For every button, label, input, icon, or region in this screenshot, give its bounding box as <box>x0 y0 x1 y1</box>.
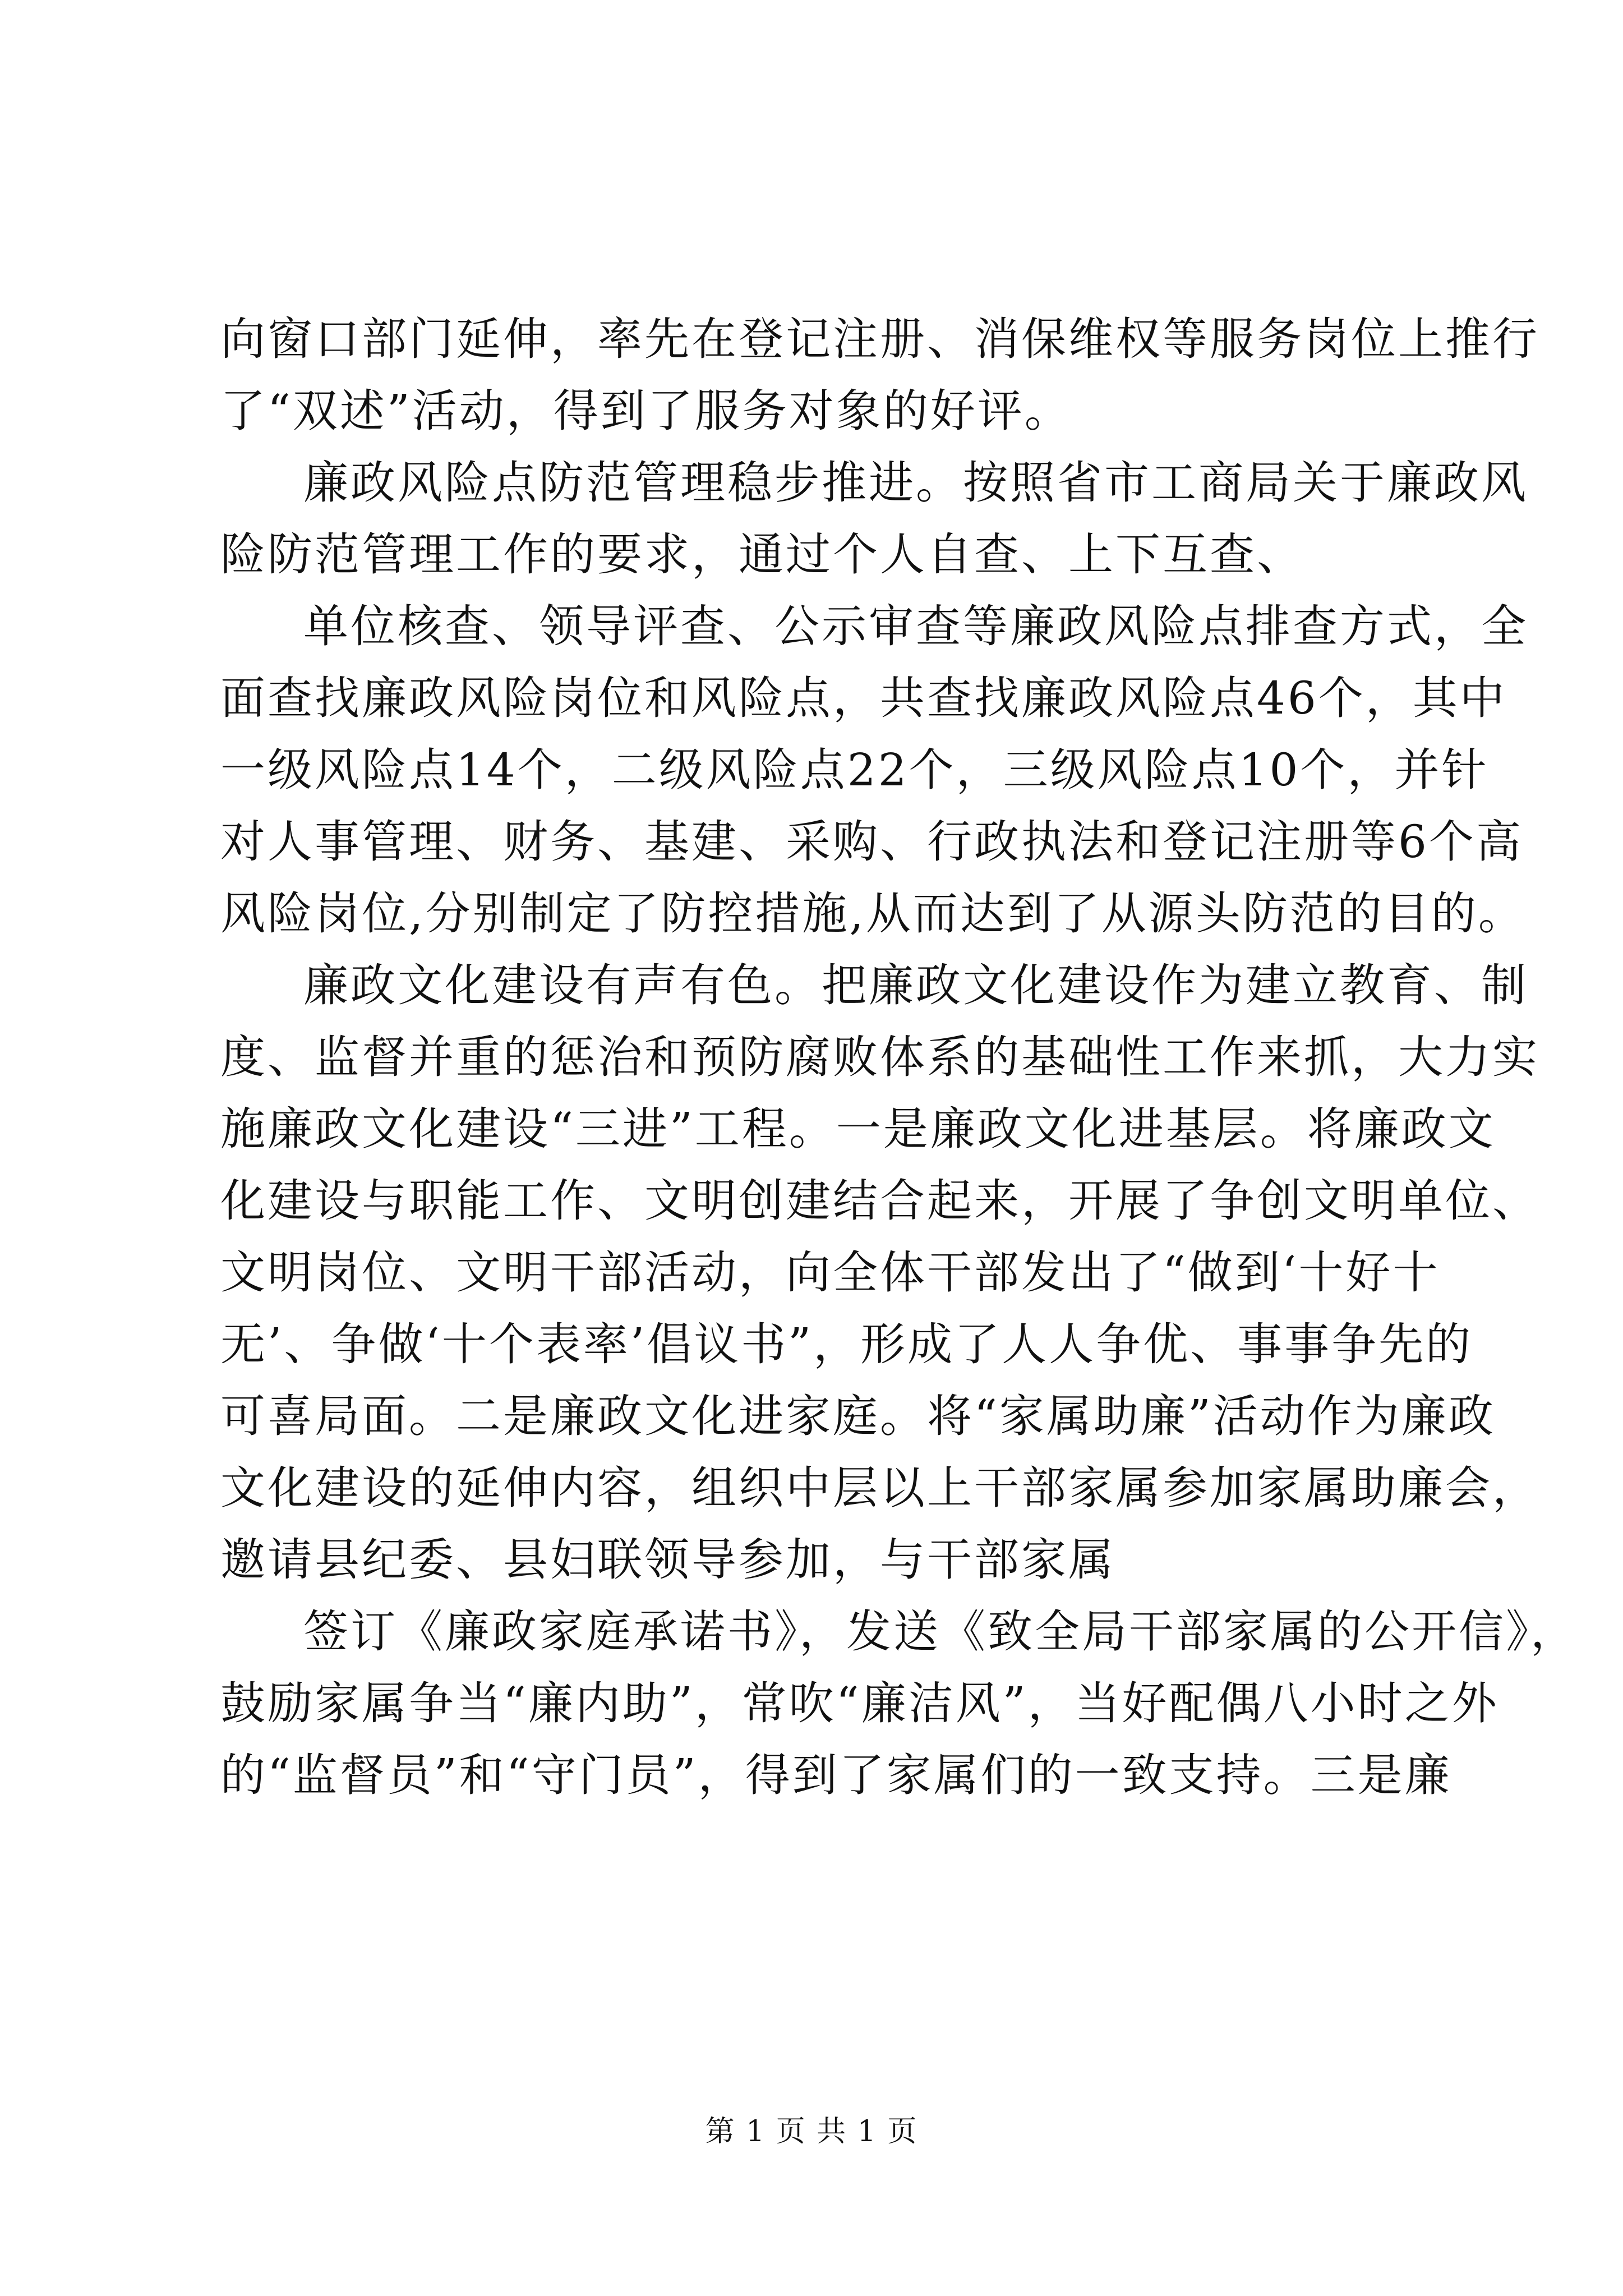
text-line: 无’、争做‘十个表率’倡议书”，形成了人人争优、事事争先的 <box>220 1318 1473 1370</box>
text-line: 鼓励家属争当“廉内助”，常吹“廉洁风”，当好配偶八小时之外 <box>220 1677 1499 1729</box>
page-footer: 第 1 页 共 1 页 <box>705 2115 918 2148</box>
text-line: 化建设与职能工作、文明创建结合起来，开展了争创文明单位、 <box>220 1175 1539 1227</box>
paragraph-start-line: 签订《廉政家庭承诺书》，发送《致全局干部家属的公开信》， <box>303 1605 1578 1658</box>
paragraph-start-line: 廉政风险点防范管理稳步推进。按照省市工商局关于廉政风 <box>303 457 1528 509</box>
paragraph-start-line: 单位核查、领导评查、公示审查等廉政风险点排查方式，全 <box>303 600 1528 652</box>
text-line: 对人事管理、财务、基建、采购、行政执法和登记注册等6个高 <box>220 816 1523 868</box>
text-line: 险防范管理工作的要求，通过个人自查、上下互查、 <box>220 528 1304 581</box>
text-line: 的“监督员”和“守门员”，得到了家属们的一致支持。三是廉 <box>220 1749 1452 1801</box>
text-line: 施廉政文化建设“三进”工程。一是廉政文化进基层。将廉政文 <box>220 1103 1496 1155</box>
text-line: 向窗口部门延伸，率先在登记注册、消保维权等服务岗位上推行 <box>220 313 1539 365</box>
text-line: 风险岗位,分别制定了防控措施,从而达到了从源头防范的目的。 <box>220 887 1525 940</box>
paragraph-start-line: 廉政文化建设有声有色。把廉政文化建设作为建立教育、制 <box>303 959 1528 1011</box>
text-line: 了“双述”活动，得到了服务对象的好评。 <box>220 385 1072 437</box>
text-line: 邀请县纪委、县妇联领导参加，与干部家属 <box>220 1534 1115 1586</box>
text-line: 可喜局面。二是廉政文化进家庭。将“家属助廉”活动作为廉政 <box>220 1390 1496 1442</box>
text-line: 文化建设的延伸内容，组织中层以上干部家属参加家属助廉会， <box>220 1462 1539 1514</box>
text-line: 度、监督并重的惩治和预防腐败体系的基础性工作来抓，大力实 <box>220 1031 1539 1083</box>
text-line: 文明岗位、文明干部活动，向全体干部发出了“做到‘十好十 <box>220 1246 1440 1299</box>
text-line: 一级风险点14个，二级风险点22个，三级风险点10个，并针 <box>220 744 1489 796</box>
text-line: 面查找廉政风险岗位和风险点，共查找廉政风险点46个，其中 <box>220 672 1507 724</box>
